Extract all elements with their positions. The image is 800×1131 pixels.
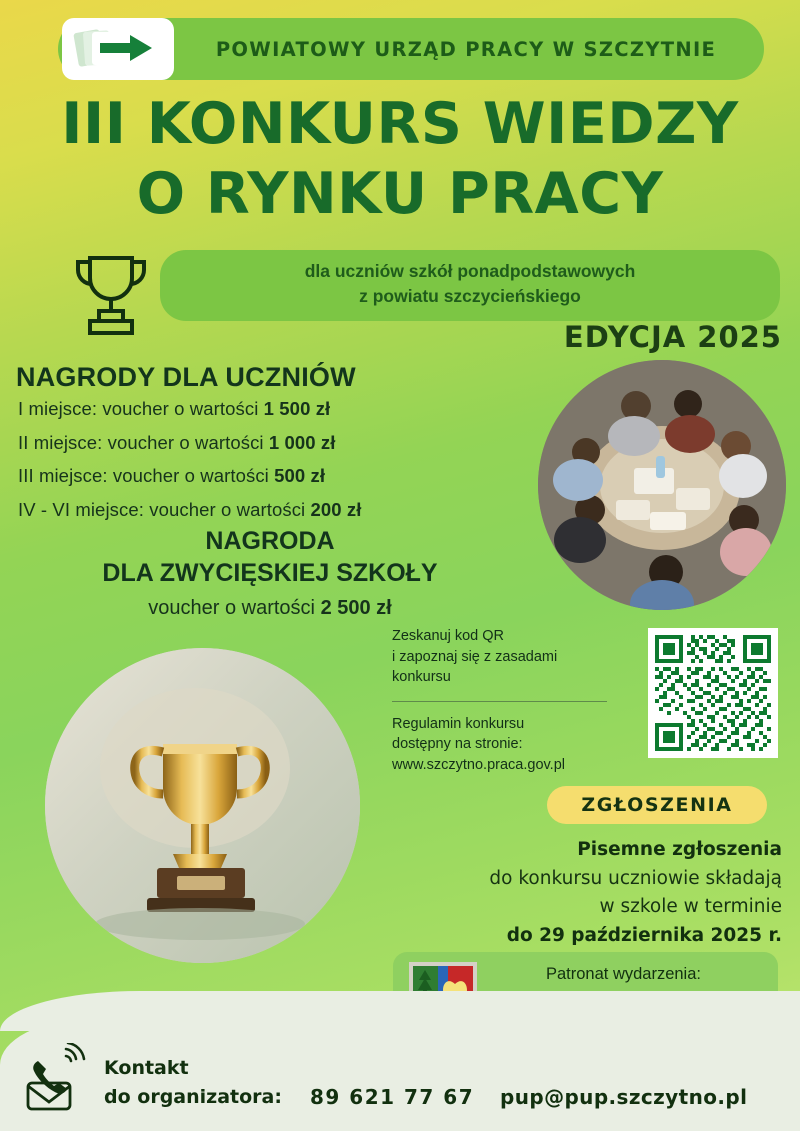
subtitle-line-1: dla uczniów szkół ponadpodstawowych [304, 261, 636, 281]
prize-place: IV - VI miejsce: voucher o wartości [18, 498, 306, 520]
qr-scan-line-2: i zapoznaj się z zasadami [392, 648, 558, 665]
contact-icons [22, 1043, 100, 1113]
prize-amount: 200 zł [310, 498, 362, 520]
golden-trophy-photo-illustration [45, 648, 360, 963]
prize-place: I miejsce: voucher o wartości [18, 398, 259, 419]
prizes-list [18, 398, 488, 532]
qr-code-icon[interactable] [655, 635, 771, 751]
prize-amount: 1 000 zł [268, 431, 336, 453]
school-prize-heading-line-1: NAGRODA [205, 527, 335, 555]
school-prize-amount: 2 500 zł [320, 597, 392, 619]
contact-phone[interactable]: 89 621 77 67 [310, 1085, 475, 1109]
patronage-line-1: Patronat wydarzenia: [545, 964, 701, 983]
divider [392, 701, 607, 702]
subtitle-pill [160, 250, 780, 321]
applications-text [362, 836, 782, 951]
title-line-2: O RYNKU PRACY [136, 160, 664, 227]
prize-row [18, 398, 488, 420]
title-line-1: III KONKURS WIEDZY [61, 91, 739, 157]
applications-line-3: w szkole w terminie [599, 896, 782, 918]
prize-row [18, 432, 488, 454]
header-organization-label: POWIATOWY URZĄD PRACY W SZCZYTNIE [215, 37, 717, 61]
contact-label [104, 1054, 282, 1111]
header [58, 18, 764, 80]
school-prize-heading-line-2: DLA ZWYCIĘSKIEJ SZKOŁY [102, 559, 438, 587]
applications-line-2: do konkursu uczniowie składają [489, 867, 782, 889]
rules-line-1: Regulamin konkursu [392, 715, 525, 732]
phone-icon [33, 1061, 67, 1094]
applications-line-1: Pisemne zgłoszenia [577, 839, 782, 860]
website-url[interactable]: www.szczytno.praca.gov.pl [392, 756, 565, 773]
page-title [0, 90, 800, 229]
edition-label: EDYCJA 2025 [563, 320, 782, 354]
contact-label-line-2: do organizatora: [104, 1085, 282, 1108]
trophy-photo [45, 648, 360, 963]
prizes-heading: NAGRODY DLA UCZNIÓW [16, 362, 356, 392]
prize-row [18, 465, 488, 487]
qr-code[interactable] [648, 628, 778, 758]
school-prize-block [60, 525, 480, 620]
contact-bar [0, 1019, 800, 1131]
contact-label-line-1: Kontakt [104, 1057, 189, 1079]
pup-logo [62, 18, 174, 80]
applications-deadline: do 29 października 2025 r. [506, 925, 782, 947]
students-photo [538, 360, 786, 610]
subtitle-line-2: z powiatu szczycieńskiego [359, 286, 581, 307]
rules-line-2: dostępny na stronie: [392, 736, 523, 753]
prize-amount: 1 500 zł [263, 398, 331, 419]
qr-scan-line-3: konkursu [392, 669, 451, 686]
prize-amount: 500 zł [274, 465, 326, 486]
arrow-documents-logo-icon [70, 25, 166, 73]
prize-place: III miejsce: voucher o wartości [18, 465, 269, 486]
prize-row [18, 499, 488, 521]
qr-scan-line-1: Zeskanuj kod QR [392, 628, 505, 644]
students-studying-photo-illustration [538, 360, 786, 610]
applications-badge: ZGŁOSZENIA [547, 786, 767, 824]
trophy-icon [68, 250, 154, 342]
school-prize-text: voucher o wartości [148, 597, 315, 619]
qr-instructions [392, 626, 622, 775]
prize-place: II miejsce: voucher o wartości [18, 431, 264, 453]
contact-email[interactable]: pup@pup.szczytno.pl [500, 1085, 748, 1109]
